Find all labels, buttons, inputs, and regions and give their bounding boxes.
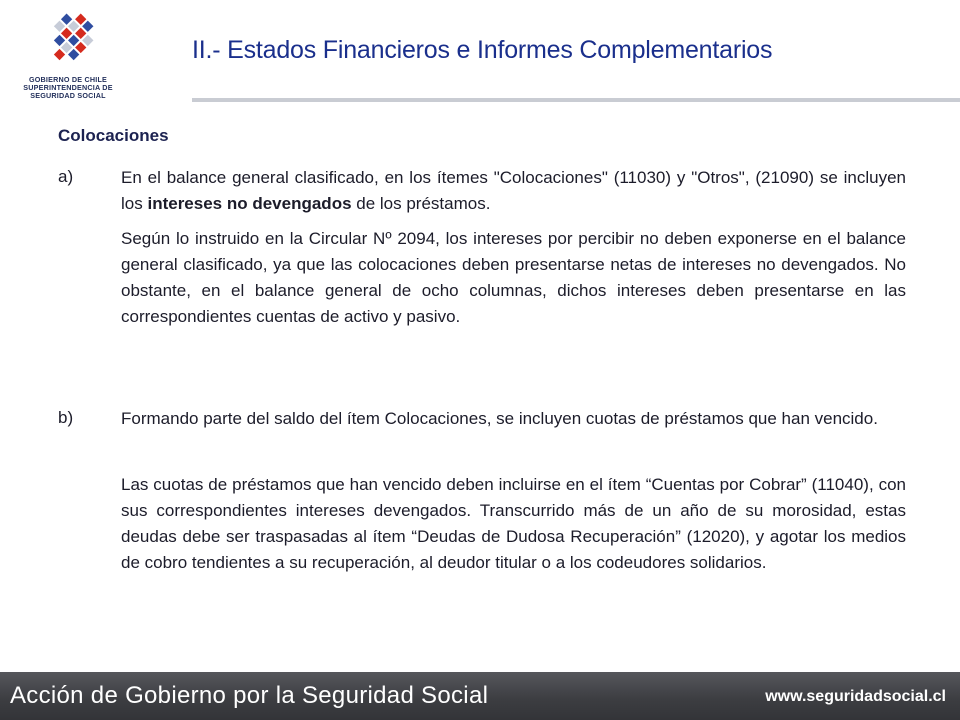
footer-website-link[interactable]: www.seguridadsocial.cl: [765, 688, 946, 705]
logo: [14, 6, 122, 106]
footer-slogan: Acción de Gobierno por la Seguridad Social: [10, 682, 489, 709]
item-a-paragraph-2: Según lo instruido en la Circular Nº 2094, los intereses por percibir no deben exponerse en el balance general clasificado, ya que las colocaciones deben presentarse netas de intereses no devengados. No obstante, en el balance general de ocho columnas, dichos intereses deben presentarse en las correspondientes cuentas de activo y pasivo.: [121, 229, 906, 326]
logo-emblem-icon: [32, 6, 104, 72]
item-b-paragraph-1: Formando parte del saldo del ítem Colocaciones, se incluyen cuotas de préstamos que han vencido.: [121, 409, 878, 428]
item-a-paragraph-1: En el balance general clasificado, en los ítemes "Colocaciones" (11030) y "Otros", (21090) se incluyen los intereses no devengados de los préstamos.: [121, 168, 906, 213]
item-a-bold-text: intereses no devengados: [147, 194, 352, 213]
logo-text: GOBIERNO DE CHILE SUPERINTENDENCIA DE SEGURIDAD SOCIAL: [23, 75, 113, 100]
item-b-marker: b): [58, 408, 74, 427]
title-divider: [192, 98, 960, 102]
section-title: Colocaciones: [58, 126, 169, 145]
footer-bar: [0, 672, 960, 720]
item-a-marker: a): [58, 167, 74, 186]
item-b-paragraph-2: Las cuotas de préstamos que han vencido deben incluirse en el ítem “Cuentas por Cobrar” (11040), con sus correspondientes intereses devengados. Transcurrido más de un año de su morosidad, estas deudas debe ser traspasadas al ítem “Deudas de Dudosa Recuperación” (12020), y agotar los medios de cobro tendientes a su recuperación, al deudor titular o a los codeudores solidarios.: [121, 475, 906, 572]
page-title: II.- Estados Financieros e Informes Complementarios: [192, 36, 773, 64]
